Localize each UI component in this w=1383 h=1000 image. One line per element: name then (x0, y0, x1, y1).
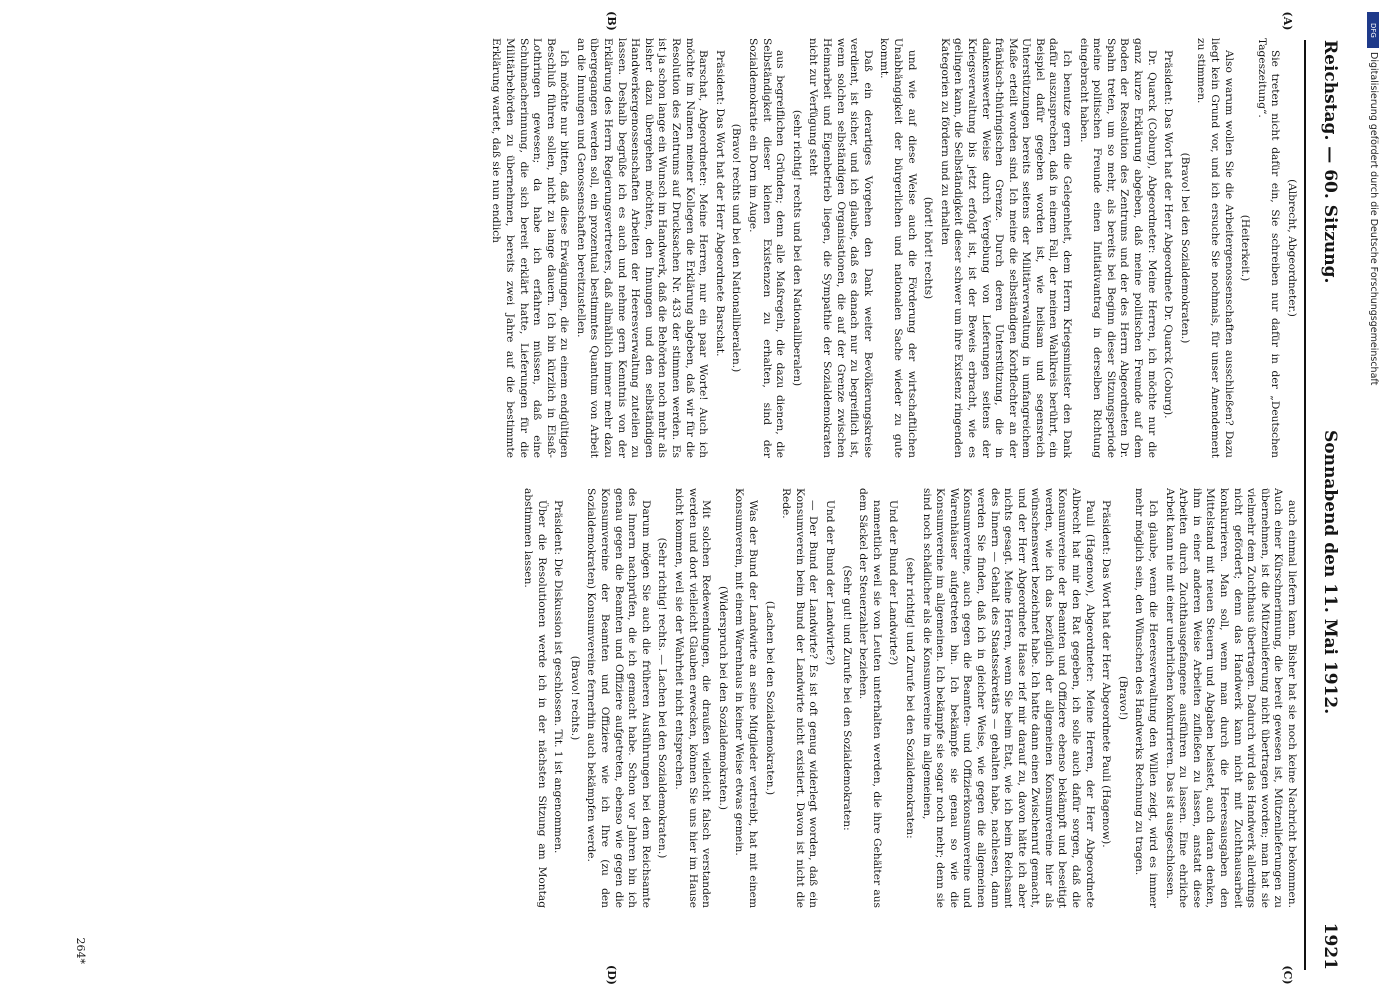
paragraph: (Heiterkeit.) (1239, 214, 1252, 282)
paragraph: (sehr richtig! rechts und bei den Nationalliberalen) (790, 109, 803, 387)
header-left: Reichstag. — 60. Sitzung. (1320, 40, 1340, 284)
paragraph: (Sehr richtig! rechts. — Lachen bei den Sozialdemokraten.) (656, 537, 669, 859)
paragraph: (sehr richtig! und Zurufe bei den Sozialdemokraten: (903, 557, 916, 839)
digitization-credit (1367, 12, 1379, 977)
document-page (58, 0, 1358, 1000)
sheet-number: 264* (74, 937, 87, 964)
paragraph: auch einmal liefern kann. Bisher hat sie noch keine Nachricht bekommen. Auch einer Kürschnerinnung, die bereit gewesen ist, Mützenlieferungen zu übernehmen, ist die Mützenlieferung nicht übertragen worden; man hat sie vielmehr dem Zuchthaus übertragen. Dadurch wird das Handwerk allerdings nicht gefördert; denn das Handwerk kann nicht mit Zuchthausarbeit konkurrieren. Man soll, wenn man durch die Heeresausgaben den Mittelstand mit neuen Steuern und Abgaben belastet, auch daran denken, ihm in einer anderen Weise Arbeiten zufließen zu lassen, anstatt diese Arbeiten durch Zuchthausgefangene ausführen zu lassen. Eine ehrliche Arbeit kann nie mit einer unehrlichen konkurrieren. Das ist ausgeschlossen. (1163, 488, 1298, 908)
paragraph: Ich benutze gern die Gelegenheit, dem Herrn Kriegsminister den Dank dafür auszusprechen, daß in einem Fall, der meinen Wahlkreis berührt, ein Beispiel dafür gegeben worden ist, wie heilsam und segensreich Unterstützungen bereits seitens der Militärverwaltung in umfangreichem Maße erteilt worden sind. Ich meine die selbständigen Korbflechter an der fränkisch-thüringischen Grenze. Durch deren Unterstützung, die in dankenswerter Weise durch Vergebung von Lieferungen seitens der Kriegsverwaltung bis jetzt erfolgt ist, ist der Beweis erbracht, wie es gelingen kann, die Selbständigkeit dieser schwer um ihre Existenz ringenden Kategorien zu fördern und zu erhalten (938, 38, 1074, 458)
paragraph: (Lachen bei den Sozialdemokraten.) (763, 600, 776, 796)
paragraph: (Albrecht, Abgeordneter.) (1286, 179, 1298, 317)
paragraph: (Bravo!) (1116, 675, 1129, 721)
paragraph: (Bravo! rechts.) (568, 655, 581, 741)
paragraph: Daß ein derartiges Vorgehen den Dank weiter Bevölkerungskreise verdient, ist sicher, und ich glaube, daß es danach nur zu begreiflich ist, wenn solchen selbständigen Organisationen, die auf der Grenze zwischen Heimarbeit und Eigenbetrieb liegen, die Sympathie der Sozialdemokraten nicht zur Verfügung steht (807, 38, 874, 458)
paragraph: (hört! hört! rechts) (922, 196, 935, 300)
paragraph: aus begreiflichen Gründen; denn alle Maßregeln, die dazu dienen, die Selbständigkeit dieser kleinen Existenzen zu erhalten, sind der Sozialdemokratie ein Dorn im Auge. (747, 38, 787, 458)
paragraph: Darum mögen Sie auch die früheren Ausführungen bei dem Reichsamte des Innern nachprüfen, die ich gemacht habe. Schon vor Jahren bin ich genau gegen die Beamten und Offiziere aufgetreten, ebenso wie gegen die Konsumvereine der Beamten und Offiziere wie ich Ihre (zu den Sozialdemokraten) Konsumvereine fernerhin auch bekämpfen werde. (585, 488, 652, 908)
paragraph: Präsident: Das Wort hat der Herr Abgeordnete Barschat. (713, 50, 726, 357)
dfg-logo: DFG (1367, 12, 1379, 48)
paragraph: und wie auf diese Weise auch die Förderung der wirtschaftlichen Unabhängigkeit der bürgerlichen und nationalen Sache wieder zu gute kommt. (878, 38, 918, 458)
paragraph: Ich glaube, wenn die Heeresverwaltung den Willen zeigt, wird es immer mehr möglich sein, den Wünschen des Handwerks Rechnung zu tragen. (1133, 488, 1160, 908)
paragraph: Präsident: Die Diskussion ist geschlossen. Tit. 1 ist angenommen. (552, 500, 565, 854)
header-rule (1304, 40, 1306, 970)
paragraph: Ich möchte nur bitten, daß diese Erwägungen, die zu einem endgültigen Beschluß führen sollen, nicht zu lange dauern. Ich bin kürzlich in Elsaß-Lothringen gewesen; da habe ich erfahren müssen, daß eine Schuhmacherinnung, die sich bereit erklärt hatte, Lieferungen für die Militärbehörden zu übernehmen, bereits zwei Jahre auf die bestimmte Erklärung wartet, daß sie nun endlich (490, 38, 571, 458)
paragraph: Präsident: Das Wort hat der Herr Abgeordnete Pauli (Hagenow). (1100, 500, 1113, 848)
paragraph: Und der Bund der Landwirte?) (824, 500, 836, 666)
paragraph: Pauli (Hagenow), Abgeordneter: Meine Herren, der Herr Abgeordnete Albrecht hat mir den Rat gegeben, ich solle auch dafür sorgen, daß die Konsumvereine der Beamten und Offiziere ebenso bekämpft und beseitigt werden, wie ich das bezüglich der allgemeinen Konsumvereine hier als wünschenswert bezeichnet habe. Ich hatte dann einen Zwischenruf gemacht, und der Herr Abgeordnete Haase rief mir darauf zu, davon hätte ich aber nichts gesagt. Meine Herren, wenn Sie beim Etat, wie ich beim Reichsamt des Innern — Gehalt des Staatssekretärs — gehalten habe, nachlesen, dann werden Sie finden, daß ich in gleicher Weise, wie gegen die allgemeinen Konsumvereine, auch gegen die Beamten- und Offizierkonsumvereine und Warenhäuser aufgetreten bin. Ich bekämpfe sie genau so wie die Konsumvereine im allgemeinen. Ich bekämpfe sie sogar noch mehr; denn sie sind noch schädlicher als die Konsumvereine im allgemeinen, (920, 488, 1096, 908)
paragraph: (Widerspruch bei den Sozialdemokraten.) (716, 585, 729, 811)
paragraph: Dr. Quarck (Coburg), Abgeordneter: Meine Herren, ich möchte nur die ganz kurze Erklärung abgeben, daß meine politischen Freunde auf dem Boden der Resolution des Zentrums und der des Herrn Abgeordneten Dr. Spahn treten, um so mehr, als bereits bei Beginn dieser Sitzungsperiode meine politischen Freunde einen Initiativantrag in derselben Richtung eingebracht haben. (1077, 38, 1158, 458)
paragraph: Über die Resolutionen werde ich in der nächsten Sitzung am Montag abstimmen lassen. (522, 488, 548, 908)
paragraph: Mit solchen Redewendungen, die draußen vielleicht falsch verstanden werden und dort vielleicht Glauben erwecken, können Sie uns hier im Hause nicht kommen, weil sie der Wahrheit nicht entsprechen. (673, 488, 713, 908)
paragraph: Also warum wollen Sie die Arbeitergenossenschaften ausschließen? Dazu liegt kein Grund vor, und ich ersuche Sie nochmals, für unser Amendement zu stimmen. (1195, 38, 1235, 458)
margin-mark-d: (D) (605, 965, 618, 985)
paragraph: Und der Bund der Landwirte?) (887, 500, 900, 666)
right-column (98, 488, 1298, 908)
margin-mark-b: (B) (605, 11, 618, 31)
paragraph: (Sehr gut! und Zurufe bei den Sozialdemokraten: (840, 565, 853, 831)
paragraph: namentlich weil sie von Leuten unterhalten werden, die ihre Gehälter aus dem Säckel der Steuerzahler beziehen. (857, 488, 883, 908)
margin-mark-a: (A) (1281, 11, 1294, 31)
paragraph: (Bravo! bei den Sozialdemokraten.) (1178, 152, 1191, 344)
margin-mark-c: (C) (1281, 965, 1294, 985)
paragraph: (Bravo! rechts und bei den Nationalliberalen.) (730, 123, 743, 373)
paragraph: Sie treten nicht dafür ein, Sie schreiben nur dafür in der „Deutschen Tageszeitung“. (1255, 38, 1282, 458)
header-date: Sonnabend den 11. Mai 1912. (1320, 430, 1340, 715)
credit-text: Digitalisierung gefördert durch die Deutsche Forschungsgemeinschaft (1368, 52, 1379, 386)
left-column (98, 38, 1298, 458)
paragraph: — Der Bund der Landwirte? Es ist oft genug widerlegt worden, daß ein Konsumverein beim Bund der Landwirte nicht existiert. Davon ist nicht die Rede. (780, 488, 820, 908)
page-header (1310, 40, 1350, 970)
paragraph: Barschat, Abgeordneter: Meine Herren, nur ein paar Worte! Auch ich möchte im Namen meiner Kollegen die Erklärung abgeben, daß wir für die Resolution des Zentrums auf Drucksachen Nr. 433 der stimmen werden. Es ist ja schon lange ein Wunsch im Handwerk, daß die Behörden noch mehr als bisher dazu übergehen möchten, den Innungen und den selbständigen Handwerkergenossenschaften Arbeiten der Heeresverwaltung zuteilen zu lassen. Deshalb begrüße ich es auch und nehme gern Kenntnis von der Erklärung des Herrn Regierungsvertreters, daß allmählich immer mehr dazu übergegangen werden soll, ein prozentual bestimmtes Quantum von Arbeit an die Innungen und Genossenschaften bereitzustellen. (574, 38, 710, 458)
paragraph: Präsident: Das Wort hat der Herr Abgeordnete Dr. Quarck (Coburg). (1162, 50, 1175, 419)
paragraph: Was der Bund der Landwirte an seine Mitglieder vertreibt, hat mit einem Konsumverein, mit einem Warenhaus in keiner Weise etwas gemein. (733, 488, 760, 908)
header-page-number: 1921 (1320, 922, 1340, 970)
